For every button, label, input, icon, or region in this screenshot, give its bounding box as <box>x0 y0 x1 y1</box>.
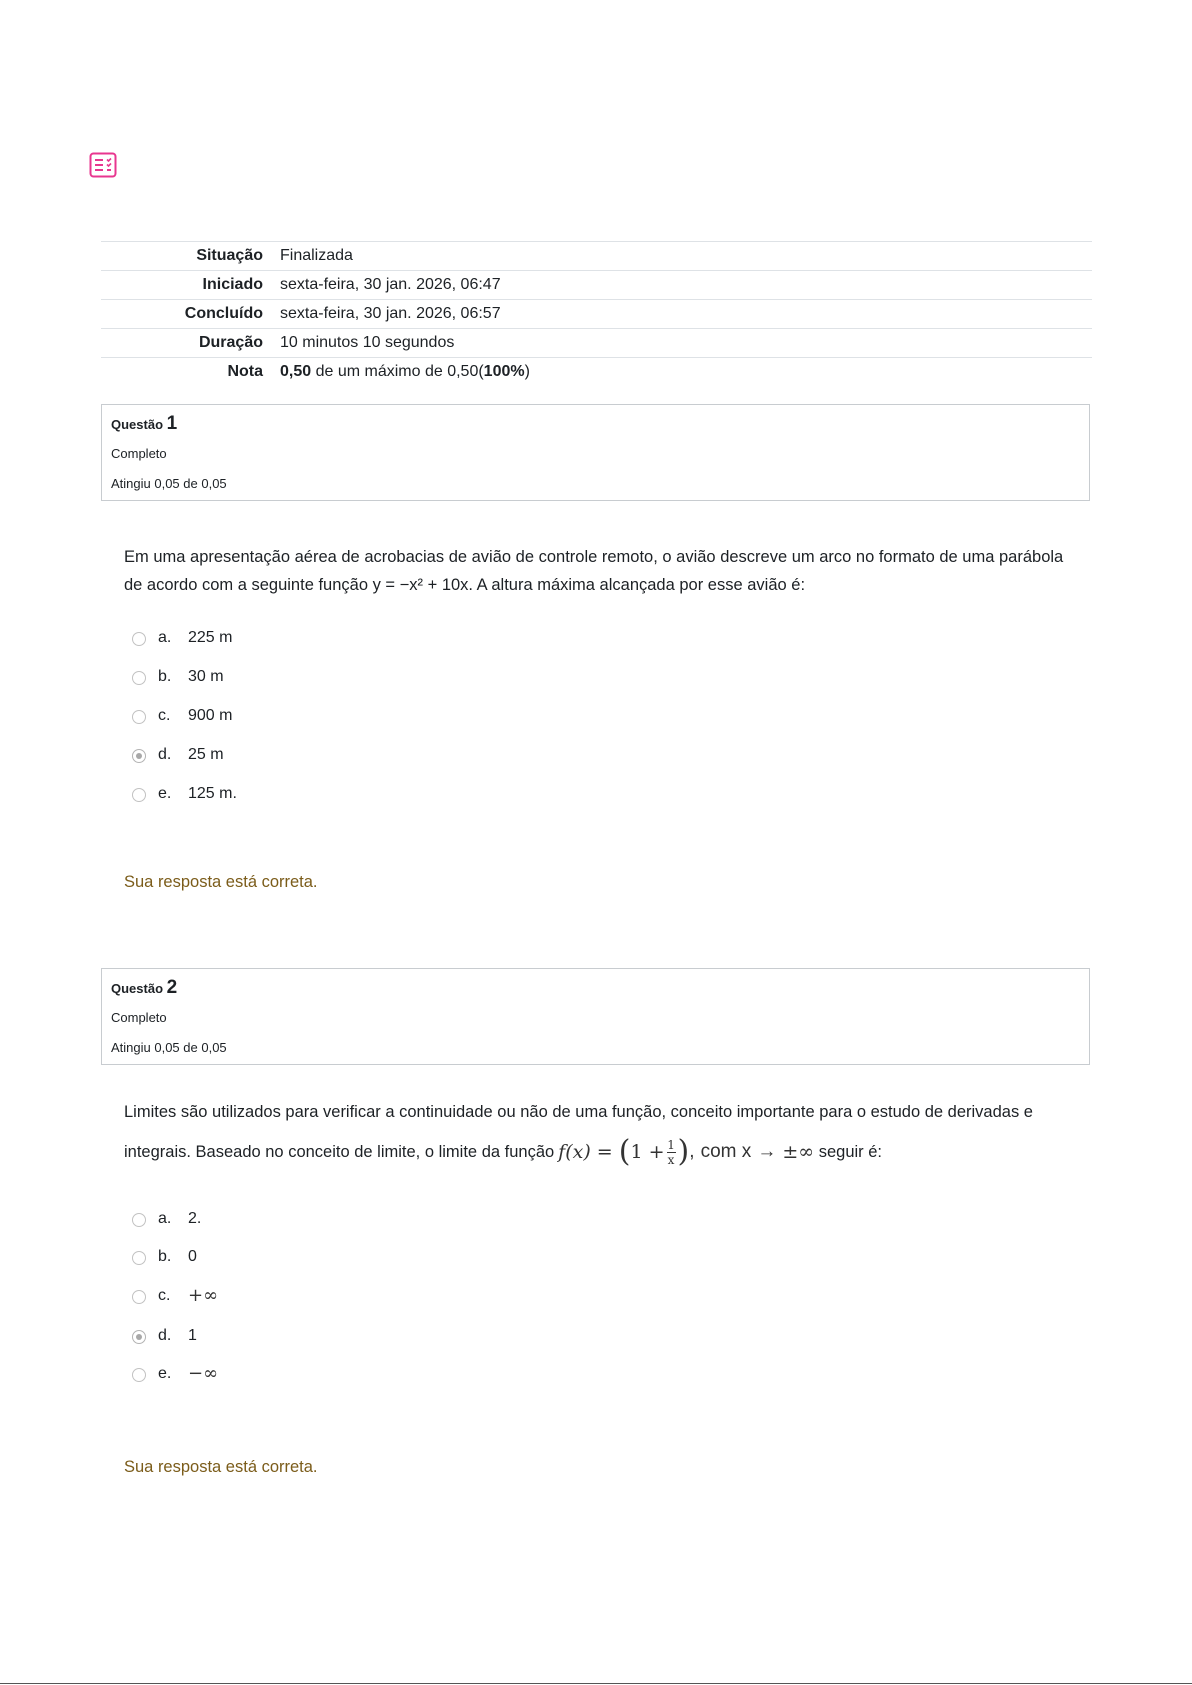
radio-button[interactable] <box>132 788 146 802</box>
limit-formula <box>558 1134 815 1169</box>
answer-text: −∞ <box>188 1363 219 1384</box>
radio-button[interactable] <box>132 1368 146 1382</box>
answer-text: 125 m. <box>188 785 237 802</box>
question-num: 2 <box>166 977 178 998</box>
formula-fraction <box>667 1139 676 1166</box>
formula-tail: com x <box>700 1141 752 1162</box>
question-text-before-formula: integrais. Baseado no conceito de limite, o limite da função <box>124 1143 555 1161</box>
question-text: Em uma apresentação aérea de acrobacias de avião de controle remoto, o avião descreve um arco no formato de uma parábola de acordo com a seguinte função y = −x² + 10x. A altura máxima alcançada por esse avião é: <box>124 548 1064 594</box>
formula-lhs: f(x) = <box>558 1141 613 1163</box>
question-num: 1 <box>166 413 178 434</box>
answer-letter: c. <box>158 1287 171 1304</box>
page-bottom-divider <box>0 1683 1192 1684</box>
summary-row-completed <box>101 300 1092 329</box>
answer-text: 225 m <box>188 629 233 646</box>
summary-row-started <box>101 271 1092 300</box>
formula-paren-open: ( <box>618 1134 631 1169</box>
attempt-summary-table <box>101 241 1092 386</box>
answer-text: 1 <box>188 1327 197 1344</box>
grade-close: ) <box>524 363 530 380</box>
summary-label: Duração <box>101 329 280 358</box>
answer-letter: b. <box>158 668 172 685</box>
radio-button[interactable] <box>132 632 146 646</box>
formula-paren-close: ) <box>677 1134 690 1169</box>
answer-letter: a. <box>158 629 172 646</box>
question-text-after-formula: seguir é: <box>818 1143 883 1161</box>
fraction-denominator: x <box>667 1152 675 1167</box>
radio-button[interactable] <box>132 671 146 685</box>
summary-value: 10 minutos 10 segundos <box>280 329 1092 358</box>
question-prefix: Questão <box>111 981 164 996</box>
answer-text: +∞ <box>188 1285 219 1306</box>
radio-button-selected[interactable] <box>132 1330 146 1344</box>
answer-letter: e. <box>158 1365 172 1382</box>
question-info-box <box>101 404 1090 501</box>
question-text-line1: Limites são utilizados para verificar a continuidade ou não de uma função, conceito importante para o estudo de derivadas e <box>124 1103 1033 1121</box>
summary-label: Iniciado <box>101 271 280 300</box>
answer-text: 30 m <box>188 668 224 685</box>
fraction-numerator: 1 <box>667 1137 675 1152</box>
formula-one: 1 + <box>630 1141 665 1163</box>
grade-percent: 100% <box>483 363 525 380</box>
answer-text: 25 m <box>188 746 224 763</box>
radio-button[interactable] <box>132 1290 146 1304</box>
summary-value: Finalizada <box>280 242 1092 271</box>
question-number <box>111 977 177 999</box>
grade-middle: de um máximo de 0,50( <box>311 363 484 380</box>
summary-value: sexta-feira, 30 jan. 2026, 06:57 <box>280 300 1092 329</box>
feedback-text: Sua resposta está correta. <box>124 873 318 891</box>
summary-value: sexta-feira, 30 jan. 2026, 06:47 <box>280 271 1092 300</box>
formula-limit: ±∞ <box>782 1141 815 1163</box>
question-state: Completo <box>111 1010 167 1025</box>
question-state: Completo <box>111 446 167 461</box>
question-info-box <box>101 968 1090 1065</box>
quiz-list-icon <box>89 152 117 178</box>
answer-letter: b. <box>158 1248 172 1265</box>
answer-letter: e. <box>158 785 172 802</box>
summary-label: Nota <box>101 358 280 387</box>
answer-letter: c. <box>158 707 171 724</box>
radio-button[interactable] <box>132 710 146 724</box>
summary-row-status <box>101 242 1092 271</box>
question-text-line2 <box>124 1132 1084 1172</box>
question-grade: Atingiu 0,05 de 0,05 <box>111 476 227 491</box>
grade-value <box>280 358 1092 387</box>
question-grade: Atingiu 0,05 de 0,05 <box>111 1040 227 1055</box>
feedback-text: Sua resposta está correta. <box>124 1458 318 1476</box>
answer-text: 0 <box>188 1248 197 1265</box>
summary-label: Situação <box>101 242 280 271</box>
arrow-right-icon: → <box>757 1141 777 1162</box>
summary-row-grade <box>101 358 1092 387</box>
question-prefix: Questão <box>111 417 164 432</box>
summary-row-duration <box>101 329 1092 358</box>
radio-button-selected[interactable] <box>132 749 146 763</box>
radio-button[interactable] <box>132 1251 146 1265</box>
radio-button[interactable] <box>132 1213 146 1227</box>
answer-letter: d. <box>158 746 172 763</box>
answer-letter: d. <box>158 1327 172 1344</box>
question-number <box>111 413 177 435</box>
answer-text: 900 m <box>188 707 233 724</box>
answer-letter: a. <box>158 1210 172 1227</box>
summary-label: Concluído <box>101 300 280 329</box>
formula-comma: , <box>689 1141 695 1162</box>
grade-score: 0,50 <box>280 363 312 380</box>
answer-text: 2. <box>188 1210 202 1227</box>
